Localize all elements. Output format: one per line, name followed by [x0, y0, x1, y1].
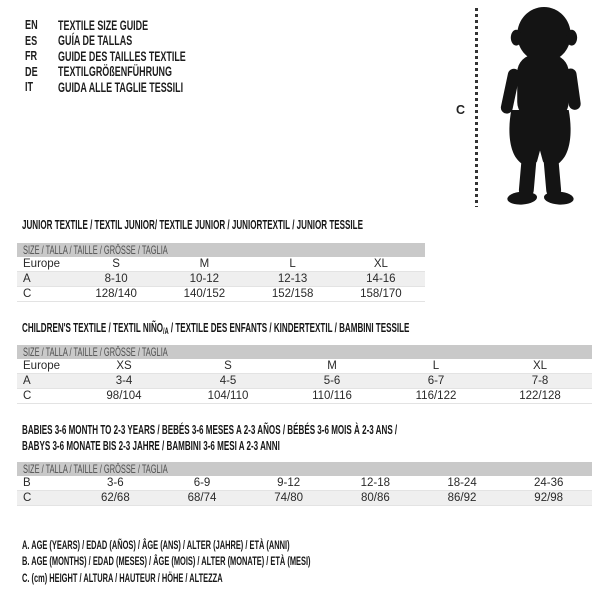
table-cell: 3-6: [107, 477, 124, 489]
lang-code: ES: [25, 32, 38, 48]
table-cell: 152/158: [271, 288, 314, 300]
lang-title: TEXTILGRÖßENFÜHRUNG: [58, 63, 172, 80]
table-cell: M: [327, 360, 337, 372]
table-cell: 62/68: [100, 492, 130, 504]
children-size-table: [17, 345, 592, 404]
table-row: [17, 476, 592, 491]
lang-code: IT: [25, 79, 34, 95]
table-cell: XL: [373, 258, 388, 270]
babies-size-table: [17, 462, 592, 506]
table-row: [17, 287, 425, 302]
table-cell: 104/110: [207, 390, 249, 402]
table-cell: 92/98: [534, 492, 564, 504]
table-cell: 122/128: [519, 390, 561, 402]
row-label: A: [23, 273, 31, 285]
size-header-bar: SIZE / TALLA / TAILLE / GRÖSSE / TAGLIA: [17, 243, 425, 257]
lang-row-it: [25, 79, 258, 95]
lang-title: GUIDA ALLE TAGLIE TESSILI: [58, 78, 184, 95]
table-cell: 10-12: [189, 273, 220, 285]
table-cell: 116/122: [415, 390, 457, 402]
lang-title: GUIDE DES TAILLES TEXTILE: [58, 47, 186, 64]
row-label: B: [23, 477, 31, 489]
junior-section-heading: JUNIOR TEXTILE / TEXTIL JUNIOR/ TEXTILE JUNIOR / JUNIORTEXTIL / JUNIOR TESSILE: [22, 217, 363, 232]
table-row: [17, 257, 425, 272]
table-cell: 5-6: [323, 375, 341, 387]
babies-section-heading: BABIES 3-6 MONTH TO 2-3 YEARS / BEBÉS 3-6 MESES A 2-3 AÑOS / BÉBÉS 3-6 MOIS À 2-3 ANS / BABYS 3-6 MONATE BIS 2-3 JAHRE / BAMBINI 3-6 MESI A 2-3 ANNI: [22, 422, 398, 453]
table-cell: XS: [116, 360, 132, 372]
table-cell: L: [432, 360, 440, 372]
lang-title: GUÍA DE TALLAS: [58, 32, 133, 49]
height-dotted-line: [475, 8, 478, 207]
table-cell: 24-36: [533, 477, 564, 489]
lang-row-de: [25, 64, 258, 80]
legend-footnotes: [22, 537, 487, 586]
size-header-bar: SIZE / TALLA / TAILLE / GRÖSSE / TAGLIA: [17, 462, 592, 476]
table-cell: 6-7: [427, 375, 445, 387]
table-row: [17, 359, 592, 374]
row-label: A: [23, 375, 31, 387]
lang-title: TEXTILE SIZE GUIDE: [58, 16, 149, 33]
heading-subscript: /A: [163, 326, 169, 336]
height-label-c: C: [456, 103, 466, 117]
table-cell: S: [112, 258, 120, 270]
table-row: [17, 389, 592, 404]
table-cell: 12-13: [277, 273, 308, 285]
row-label: Europe: [23, 360, 61, 372]
table-cell: 7-8: [531, 375, 549, 387]
children-section-heading: CHILDREN'S TEXTILE / TEXTIL $NIÑO_{/A}$ / TEXTILE DES ENFANTS / KINDERTEXTIL / BAMBINI TESSILE: [22, 320, 410, 336]
table-cell: L: [289, 258, 296, 270]
table-cell: 80/86: [360, 492, 390, 504]
table-cell: 128/140: [95, 288, 137, 300]
table-cell: 8-10: [104, 273, 128, 285]
footnote-c: C. (cm) HEIGHT / ALTURA / HAUTEUR / HÖHE / ALTEZZA: [22, 570, 223, 585]
table-cell: 12-18: [360, 477, 391, 489]
language-title-list: [25, 17, 258, 95]
lang-row-en: [25, 17, 258, 33]
table-cell: XL: [532, 360, 548, 372]
table-cell: 6-9: [193, 477, 211, 489]
table-cell: 158/170: [360, 288, 402, 300]
table-cell: 68/74: [187, 492, 217, 504]
table-cell: 14-16: [366, 273, 396, 285]
lang-row-fr: [25, 48, 258, 64]
table-row: [17, 272, 425, 287]
table-cell: 98/104: [106, 390, 142, 402]
table-cell: S: [224, 360, 232, 372]
table-cell: M: [199, 258, 210, 270]
lang-code: EN: [25, 17, 38, 33]
lang-code: FR: [25, 48, 38, 64]
table-cell: 140/152: [183, 288, 226, 300]
table-row: [17, 491, 592, 506]
row-label: Europe: [23, 258, 61, 270]
row-label: C: [23, 390, 32, 402]
table-cell: 9-12: [277, 477, 301, 489]
baby-silhouette-icon: [486, 5, 594, 207]
footnote-b: B. AGE (MONTHS) / EDAD (MESES) / ÂGE (MOIS) / ALTER (MONATE) / ETÀ (MESI): [22, 554, 311, 569]
size-header-bar: SIZE / TALLA / TAILLE / GRÖSSE / TAGLIA: [17, 345, 592, 359]
footnote-a: A. AGE (YEARS) / EDAD (AÑOS) / ÂGE (ANS) / ALTER (JAHRE) / ETÀ (ANNI): [22, 538, 290, 552]
junior-size-table: [17, 243, 425, 302]
table-cell: 18-24: [447, 477, 477, 489]
table-cell: 110/116: [312, 390, 352, 402]
table-cell: 74/80: [274, 492, 304, 504]
row-label: C: [23, 492, 32, 504]
lang-row-es: [25, 33, 258, 49]
table-row: [17, 374, 592, 389]
row-label: C: [23, 288, 32, 300]
table-cell: 3-4: [115, 375, 133, 387]
table-cell: 4-5: [219, 375, 237, 387]
lang-code: DE: [25, 63, 38, 79]
table-cell: 86/92: [447, 492, 477, 504]
